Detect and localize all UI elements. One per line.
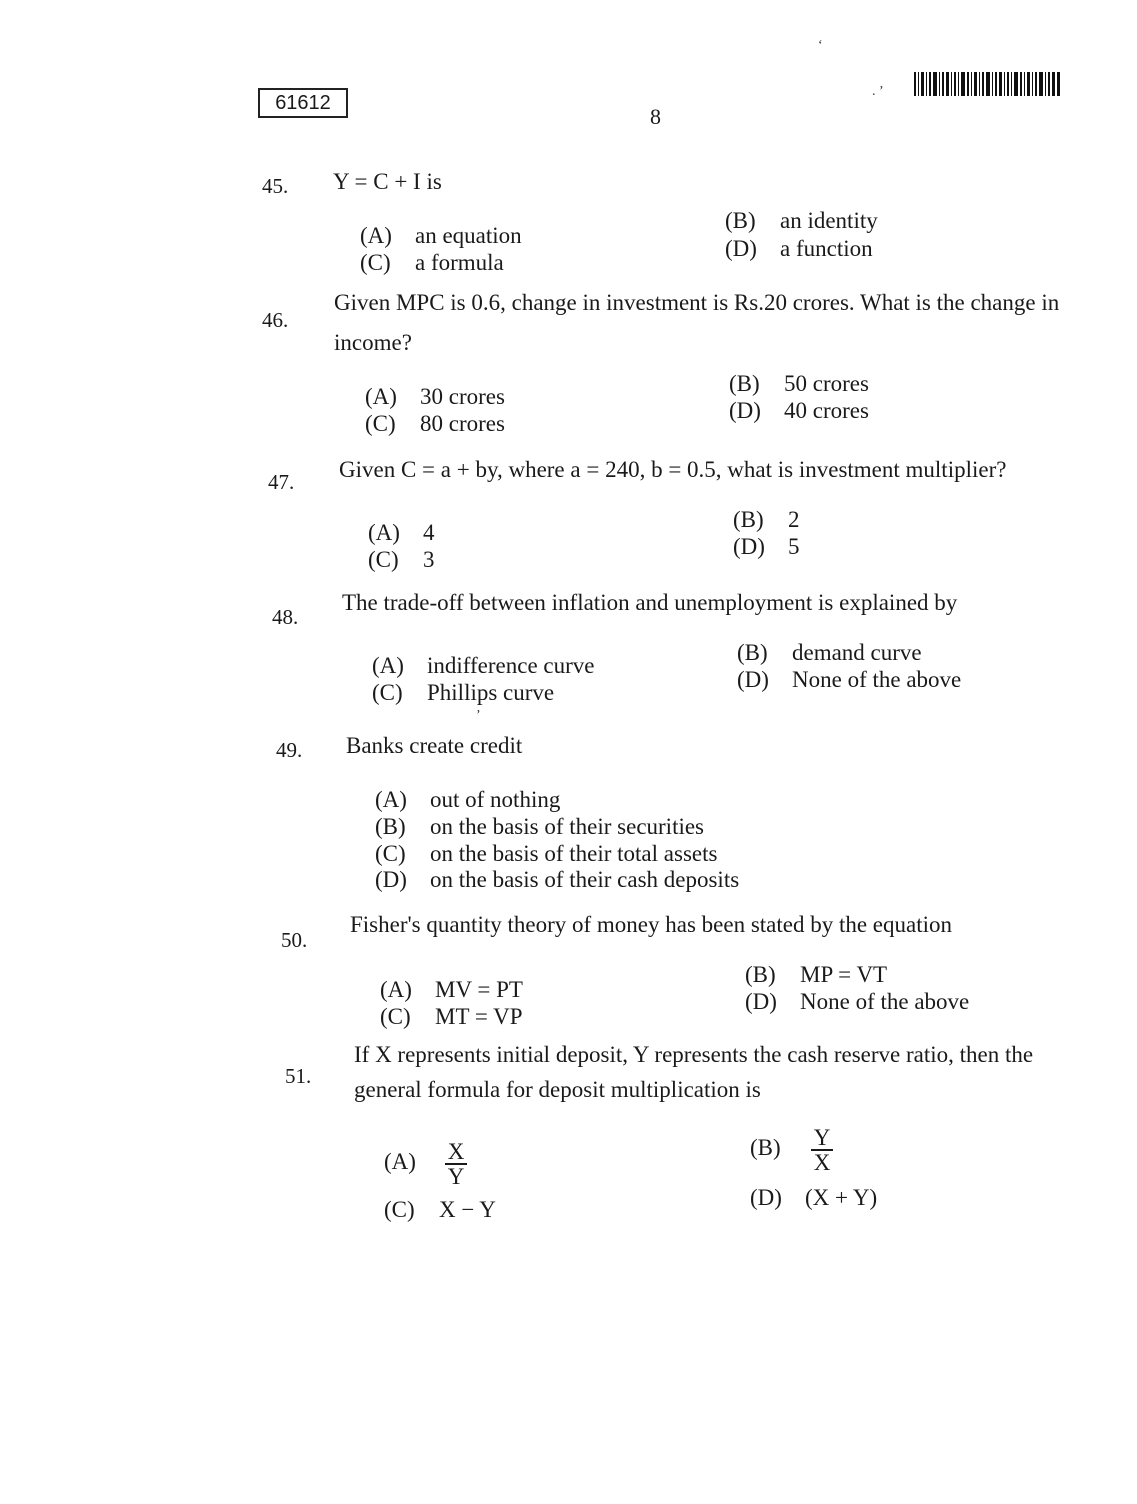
question-text: Given MPC is 0.6, change in investment is Rs.20 crores. What is the change in <box>334 290 1060 315</box>
scan-mark: ʻ <box>818 38 823 53</box>
question-text-continued: general formula for deposit multiplication is <box>354 1077 761 1102</box>
option-c: (C) X − Y <box>384 1197 496 1222</box>
question-text: Given C = a + by, where a = 240, b = 0.5, what is investment multiplier? <box>339 457 1007 482</box>
option-a: (A) indifference curve <box>372 653 595 678</box>
option-c: (C) MT = VP <box>380 1004 523 1029</box>
option-c: (C) Phillips curve <box>372 680 555 705</box>
scan-mark: . ʼ <box>872 84 884 99</box>
question-number: 50. <box>281 928 308 952</box>
option-b: (B) demand curve <box>737 640 922 665</box>
option-d: (D) (X + Y) <box>750 1185 878 1210</box>
option-c: (C) 80 crores <box>365 411 505 436</box>
option-b: (B) MP = VT <box>745 962 888 987</box>
option-d: (D) 40 crores <box>729 398 869 423</box>
scan-mark: ʼ <box>476 708 481 723</box>
question-text-continued: income? <box>334 330 412 355</box>
option-a: (A) out of nothing <box>375 787 561 812</box>
option-b: (B) an identity <box>725 208 878 233</box>
question-text: The trade-off between inflation and unemployment is explained by <box>342 590 958 615</box>
option-a: (A) $\frac{X}{Y}$ <box>384 1140 467 1188</box>
option-b: (B) 2 <box>733 507 800 532</box>
fraction-y-over-x: $\frac{Y}{X}$ <box>811 1126 834 1174</box>
option-d: (D) None of the above <box>737 667 962 692</box>
option-b: (B) 50 crores <box>729 371 869 396</box>
option-c: (C) 3 <box>368 547 435 572</box>
option-b: (B) $\frac{Y}{X}$ <box>750 1126 833 1174</box>
option-d: (D) 5 <box>733 534 800 559</box>
option-a: (A) an equation <box>360 223 522 248</box>
question-number: 45. <box>262 174 289 198</box>
option-d: (D) a function <box>725 236 873 261</box>
option-b: (B) on the basis of their securities <box>375 814 705 839</box>
question-text: Y = C + I is <box>333 169 442 194</box>
paper-code: 61612 <box>258 88 348 118</box>
page-number: 8 <box>650 104 661 129</box>
question-text: Fisher's quantity theory of money has been stated by the equation <box>350 912 953 937</box>
question-text: Banks create credit <box>346 733 523 758</box>
question-number: 48. <box>272 605 299 629</box>
option-a: (A) MV = PT <box>380 977 523 1002</box>
fraction-x-over-y: $\frac{X}{Y}$ <box>445 1140 468 1188</box>
barcode-icon <box>914 72 1060 96</box>
option-d: (D) on the basis of their cash deposits <box>375 867 740 892</box>
option-a: (A) 30 crores <box>365 384 505 409</box>
option-c: (C) on the basis of their total assets <box>375 841 718 866</box>
question-number: 49. <box>276 738 303 762</box>
option-d: (D) None of the above <box>745 989 970 1014</box>
question-number: 51. <box>285 1064 312 1088</box>
question-text: If X represents initial deposit, Y represents the cash reserve ratio, then the <box>354 1042 1034 1067</box>
question-number: 47. <box>268 470 295 494</box>
option-c: (C) a formula <box>360 250 504 275</box>
option-a: (A) 4 <box>368 520 435 545</box>
question-number: 46. <box>262 308 289 332</box>
